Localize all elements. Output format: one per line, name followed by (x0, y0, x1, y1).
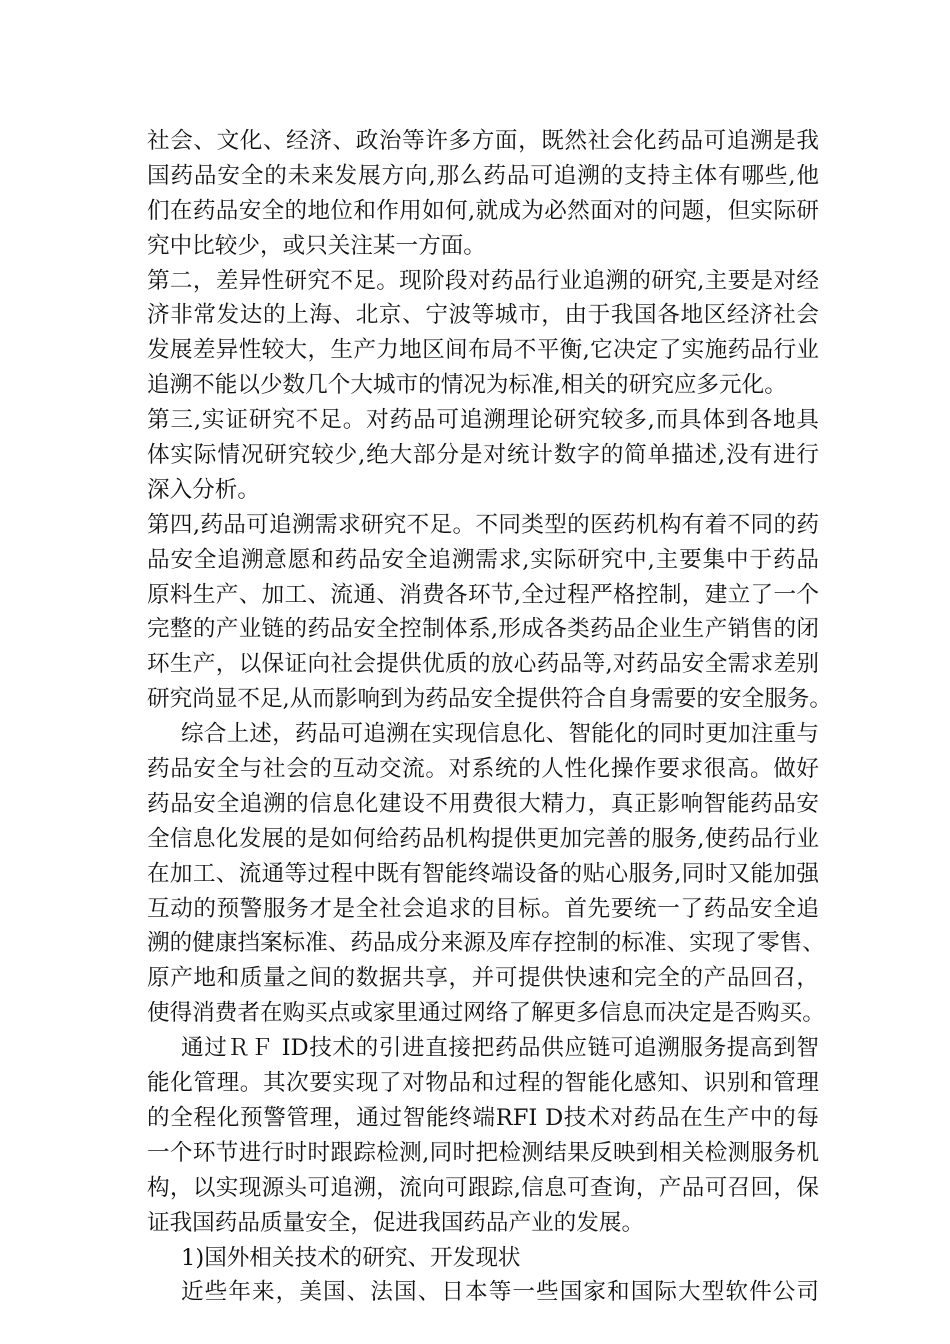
text-line: 国药品安全的未来发展方向,那么药品可追溯的支持主体有哪些,他 (147, 162, 819, 189)
text-line: 品安全追溯意愿和药品安全追溯需求,实际研究中,主要集中于药品 (147, 546, 819, 573)
text-line: 追溯不能以少数几个大城市的情况为标准,相关的研究应多元化。 (147, 372, 787, 399)
text-line: 原产地和质量之间的数据共享，并可提供快速和完全的产品回召， (147, 965, 819, 992)
text-line: 济非常发达的上海、北京、宁波等城市，由于我国各地区经济社会 (147, 302, 819, 329)
text-line: 溯的健康挡案标准、药品成分来源及库存控制的标准、实现了零售、 (147, 930, 825, 957)
text-line: 能化管理。其次要实现了对物品和过程的智能化感知、识别和管理 (147, 1070, 819, 1097)
text-line: 原料生产、加工、流通、消费各环节,全过程严格控制，建立了一个 (147, 581, 819, 608)
text-line: 们在药品安全的地位和作用如何,就成为必然面对的问题，但实际研 (147, 197, 819, 224)
text-line: 近些年来，美国、法国、日本等一些国家和国际大型软件公司 (181, 1279, 819, 1306)
text-line: 究中比较少，或只关注某一方面。 (147, 232, 486, 259)
text-line: 全信息化发展的是如何给药品机构提供更加完善的服务,使药品行业 (147, 825, 819, 852)
document-page (147, 124, 832, 1310)
text-line: 深入分析。 (147, 476, 260, 503)
text-line: 药品安全追溯的信息化建设不用费很大精力，真正影响智能药品安 (147, 790, 819, 817)
text-line: 构，以实现源头可追溯，流向可跟踪,信息可查询，产品可召回，保 (147, 1174, 819, 1201)
text-line: 社会、文化、经济、政治等许多方面，既然社会化药品可追溯是我 (147, 128, 819, 154)
text-line: 第三,实证研究不足。对药品可追溯理论研究较多,而具体到各地具 (147, 407, 819, 434)
text-line: 综合上述，药品可追溯在实现信息化、智能化的同时更加注重与 (181, 721, 819, 748)
text-line: 发展差异性较大，生产力地区间布局不平衡,它决定了实施药品行业 (147, 337, 819, 364)
text-line: 药品安全与社会的互动交流。对系统的人性化操作要求很高。做好 (147, 756, 819, 783)
text-line: 使得消费者在购买点或家里通过网络了解更多信息而决定是否购买。 (147, 1000, 825, 1027)
text-line: 1)国外相关技术的研究、开发现状 (181, 1244, 521, 1271)
text-line: 第二，差异性研究不足。现阶段对药品行业追溯的研究,主要是对经 (147, 267, 819, 294)
text-line: 体实际情况研究较少,绝大部分是对统计数字的简单描述,没有进行 (147, 442, 819, 469)
text-line: 证我国药品质量安全，促进我国药品产业的发展。 (147, 1209, 645, 1236)
text-line: 环生产，以保证向社会提供优质的放心药品等,对药品安全需求差别 (147, 651, 819, 678)
text-line: 第四,药品可追溯需求研究不足。不同类型的医药机构有着不同的药 (147, 511, 819, 538)
text-line: 在加工、流通等过程中既有智能终端设备的贴心服务,同时又能加强 (147, 860, 819, 887)
text-line: 完整的产业链的药品安全控制体系,形成各类药品企业生产销售的闭 (147, 616, 819, 643)
text-line: 互动的预警服务才是全社会追求的目标。首先要统一了药品安全追 (147, 895, 819, 922)
text-line: 研究尚显不足,从而影响到为药品安全提供符合自身需要的安全服务。 (147, 686, 832, 713)
text-line: 通过ＲＦ ID技术的引进直接把药品供应链可追溯服务提高到智 (181, 1035, 819, 1062)
text-line: 一个环节进行时时跟踪检测,同时把检测结果反映到相关检测服务机 (147, 1139, 819, 1166)
text-line: 的全程化预警管理，通过智能终端RFI D技术对药品在生产中的每 (147, 1104, 819, 1131)
